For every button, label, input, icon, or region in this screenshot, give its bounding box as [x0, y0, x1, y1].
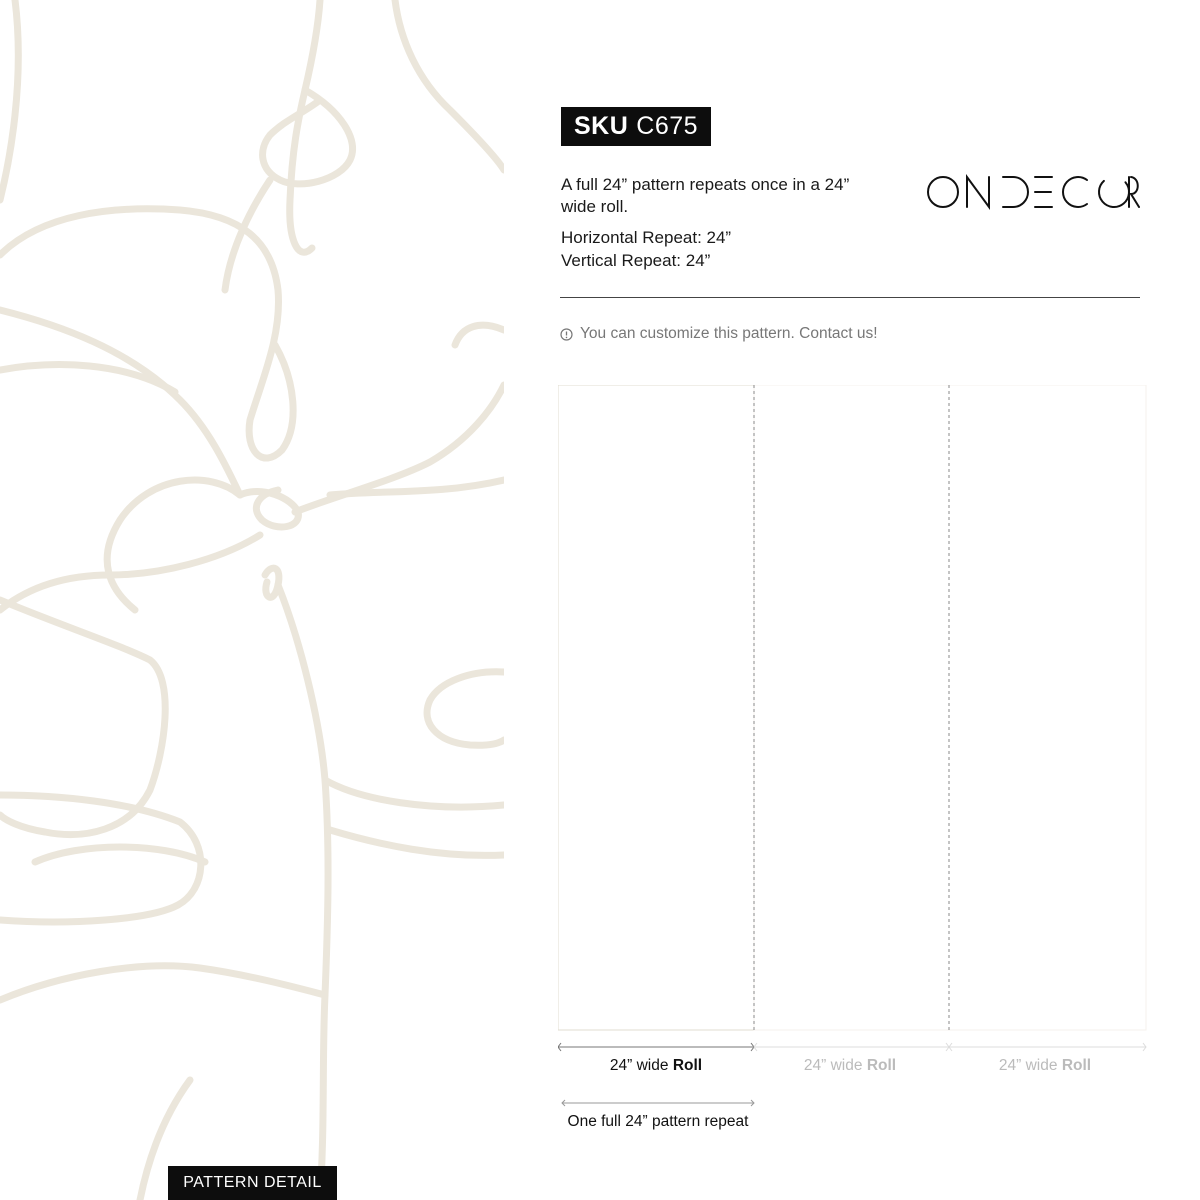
roll-label-3-bold: Roll — [1061, 1057, 1092, 1074]
horizontal-repeat: Horizontal Repeat: 24” — [561, 228, 732, 247]
customize-note[interactable] — [560, 325, 878, 343]
section-divider — [560, 297, 1140, 298]
roll-label-2-prefix: 24” wide — [803, 1057, 867, 1074]
sku-badge — [561, 107, 711, 146]
vertical-repeat: Vertical Repeat: 24” — [561, 251, 711, 270]
sku-label: SKU — [574, 112, 629, 140]
roll-label-1 — [558, 1057, 754, 1075]
pattern-detail-label: PATTERN DETAIL — [168, 1166, 337, 1200]
repeat-info — [561, 226, 731, 272]
roll-label-2-bold: Roll — [866, 1057, 897, 1074]
roll-label-1-prefix: 24” wide — [609, 1057, 673, 1074]
pattern-detail-image — [0, 0, 504, 1200]
roll-label-3-prefix: 24” wide — [998, 1057, 1062, 1074]
ondecor-logo — [926, 174, 1140, 215]
roll-label-2 — [752, 1057, 948, 1075]
pattern-repeat-caption: One full 24” pattern repeat — [567, 1113, 749, 1130]
sku-code: C675 — [636, 112, 699, 140]
pattern-description: A full 24” pattern repeats once in a 24” wide roll. — [561, 175, 850, 216]
roll-label-1-bold: Roll — [672, 1057, 703, 1074]
floral-line-art — [0, 0, 504, 1200]
roll-label-3 — [947, 1057, 1143, 1075]
info-icon — [560, 328, 573, 341]
customize-text: You can customize this pattern. Contact us! — [580, 325, 878, 342]
roll-preview — [558, 385, 1150, 1160]
